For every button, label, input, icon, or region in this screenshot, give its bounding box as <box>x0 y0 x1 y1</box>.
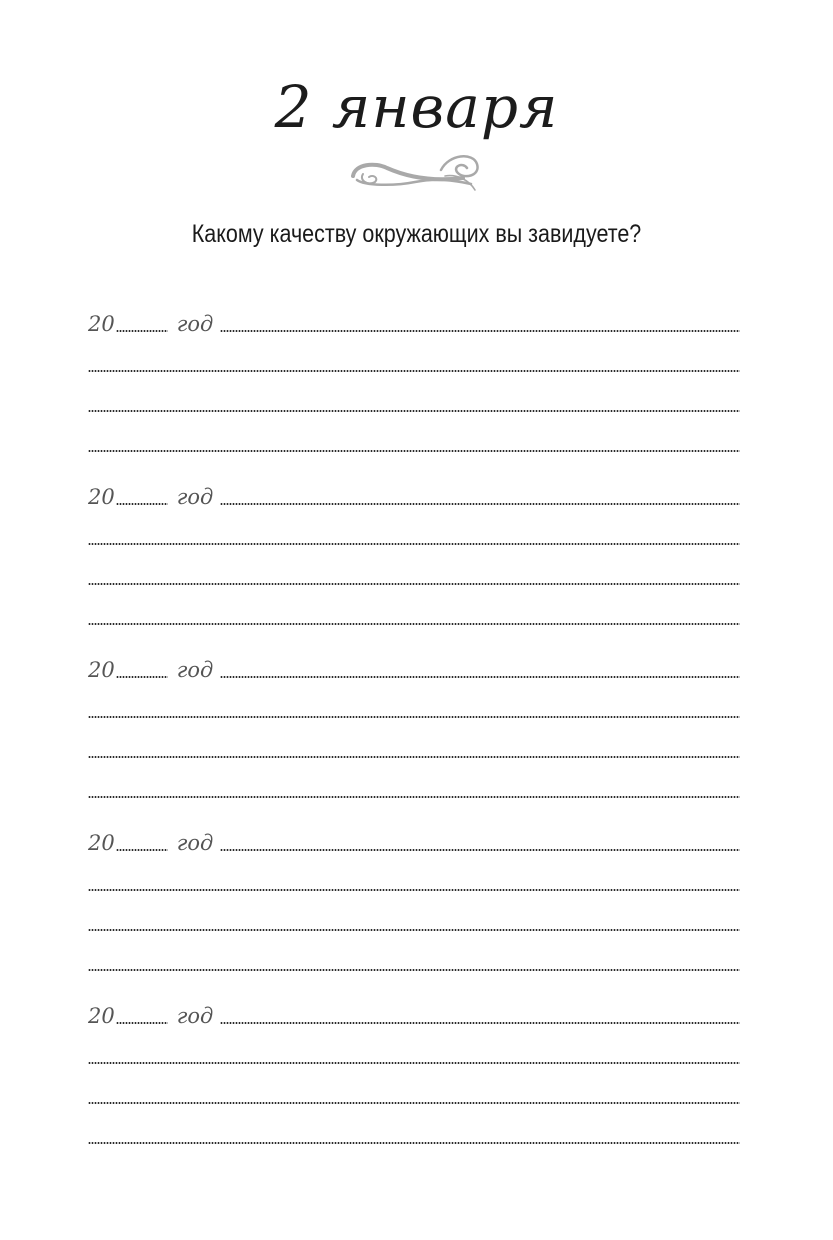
writing-line-row[interactable] <box>88 336 740 376</box>
writing-line-row[interactable] <box>88 416 740 456</box>
year-entry <box>88 988 740 1148</box>
writing-line[interactable] <box>88 756 740 758</box>
writing-line-row[interactable] <box>88 1108 740 1148</box>
year-entry <box>88 815 740 975</box>
writing-line[interactable] <box>88 410 740 412</box>
year-blank[interactable] <box>116 676 168 678</box>
year-word: год <box>176 312 214 336</box>
writing-line[interactable] <box>220 849 740 851</box>
writing-line-row[interactable] <box>88 855 740 895</box>
year-word: год <box>176 1004 214 1028</box>
year-prefix: 20 <box>88 831 115 855</box>
year-entry <box>88 296 740 456</box>
writing-line[interactable] <box>220 503 740 505</box>
writing-line-row[interactable] <box>88 509 740 549</box>
year-header-line[interactable] <box>88 815 740 855</box>
year-entry <box>88 469 740 629</box>
year-prefix: 20 <box>88 658 115 682</box>
writing-line[interactable] <box>88 370 740 372</box>
writing-line[interactable] <box>88 969 740 971</box>
year-blank[interactable] <box>116 849 168 851</box>
flourish-ornament <box>345 150 485 196</box>
year-blank[interactable] <box>116 1022 168 1024</box>
year-header-line[interactable] <box>88 296 740 336</box>
journal-entries <box>88 296 740 1161</box>
writing-line-row[interactable] <box>88 682 740 722</box>
year-word: год <box>176 485 214 509</box>
year-blank[interactable] <box>116 503 168 505</box>
writing-line[interactable] <box>88 716 740 718</box>
year-blank[interactable] <box>116 330 168 332</box>
year-header-line[interactable] <box>88 469 740 509</box>
year-prefix: 20 <box>88 485 115 509</box>
writing-line-row[interactable] <box>88 762 740 802</box>
year-word: год <box>176 831 214 855</box>
writing-line-row[interactable] <box>88 722 740 762</box>
writing-line[interactable] <box>220 676 740 678</box>
writing-line[interactable] <box>88 623 740 625</box>
page-title: 2 января <box>274 73 559 141</box>
writing-line-row[interactable] <box>88 549 740 589</box>
writing-line[interactable] <box>220 1022 740 1024</box>
writing-line[interactable] <box>88 929 740 931</box>
writing-line[interactable] <box>88 796 740 798</box>
writing-line[interactable] <box>88 889 740 891</box>
writing-line[interactable] <box>88 1142 740 1144</box>
writing-line-row[interactable] <box>88 1068 740 1108</box>
year-prefix: 20 <box>88 1004 115 1028</box>
year-entry <box>88 642 740 802</box>
writing-line[interactable] <box>220 330 740 332</box>
writing-line-row[interactable] <box>88 1028 740 1068</box>
writing-line-row[interactable] <box>88 935 740 975</box>
writing-line-row[interactable] <box>88 376 740 416</box>
writing-line[interactable] <box>88 583 740 585</box>
writing-line-row[interactable] <box>88 895 740 935</box>
writing-line-row[interactable] <box>88 589 740 629</box>
year-prefix: 20 <box>88 312 115 336</box>
writing-line[interactable] <box>88 1102 740 1104</box>
year-header-line[interactable] <box>88 642 740 682</box>
year-word: год <box>176 658 214 682</box>
writing-line[interactable] <box>88 1062 740 1064</box>
writing-line[interactable] <box>88 543 740 545</box>
writing-line[interactable] <box>88 450 740 452</box>
year-header-line[interactable] <box>88 988 740 1028</box>
question-prompt: Какому качеству окружающих вы завидуете? <box>191 220 642 248</box>
